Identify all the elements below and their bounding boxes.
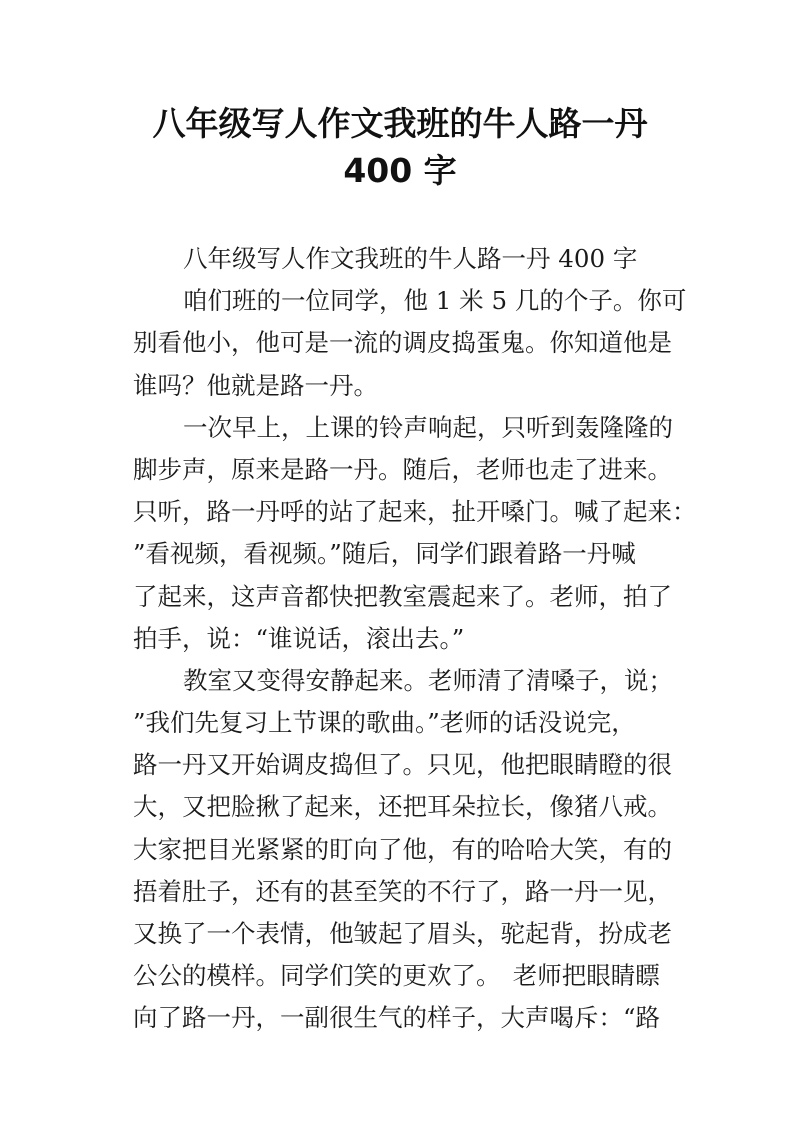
text-line: 教室又变得安静起来。老师清了清嗓子，说； [183, 665, 673, 695]
text-line: 大家把目光紧紧的盯向了他，有的哈哈大笑，有的 [133, 834, 672, 864]
text-line: 一次早上，上课的铃声响起，只听到轰隆隆的 [183, 412, 673, 442]
text-line: 路一丹又开始调皮捣但了。只见，他把眼睛瞪的很 [133, 750, 672, 780]
text-line: 拍手，说：“谁说话，滚出去。” [133, 623, 465, 653]
text-line: 别看他小，他可是一流的调皮捣蛋鬼。你知道他是 [133, 328, 672, 358]
text-line: 脚步声，原来是路一丹。随后，老师也走了进来。 [133, 454, 672, 484]
text-line: 咱们班的一位同学，他 1 米 5 几的个子。你可 [183, 286, 687, 316]
text-line: 大，又把脸揪了起来，还把耳朵拉长，像猪八戒。 [133, 792, 672, 822]
text-line: ”我们先复习上节课的歌曲。”老师的话没说完， [133, 708, 636, 738]
text-line: 公公的模样。同学们笑的更欢了。 老师把眼睛瞟 [133, 961, 660, 991]
text-line: 又换了一个表情，他皱起了眉头，驼起背，扮成老 [133, 919, 672, 948]
document-body [133, 238, 697, 1040]
text-line: 八年级写人作文我班的牛人路一丹 400 字 [183, 244, 638, 273]
title-line-1: 八年级写人作文我班的牛人路一丹 [152, 104, 648, 143]
title-line-2: 400 字 [343, 151, 457, 190]
text-line: 向了路一丹，一副很生气的样子，大声喝斥：“路 [133, 1003, 661, 1033]
text-line: ”看视频，看视频。”随后，同学们跟着路一丹喊 [133, 539, 636, 569]
text-line: 捂着肚子，还有的甚至笑的不行了，路一丹一见， [133, 876, 672, 906]
text-line: 了起来，这声音都快把教室震起来了。老师，拍了 [133, 581, 672, 611]
document-title [0, 100, 800, 194]
text-line: 谁吗？他就是路一丹。 [133, 370, 378, 400]
text-line: 只听，路一丹呼的站了起来，扯开嗓门。喊了起来： [133, 497, 697, 527]
